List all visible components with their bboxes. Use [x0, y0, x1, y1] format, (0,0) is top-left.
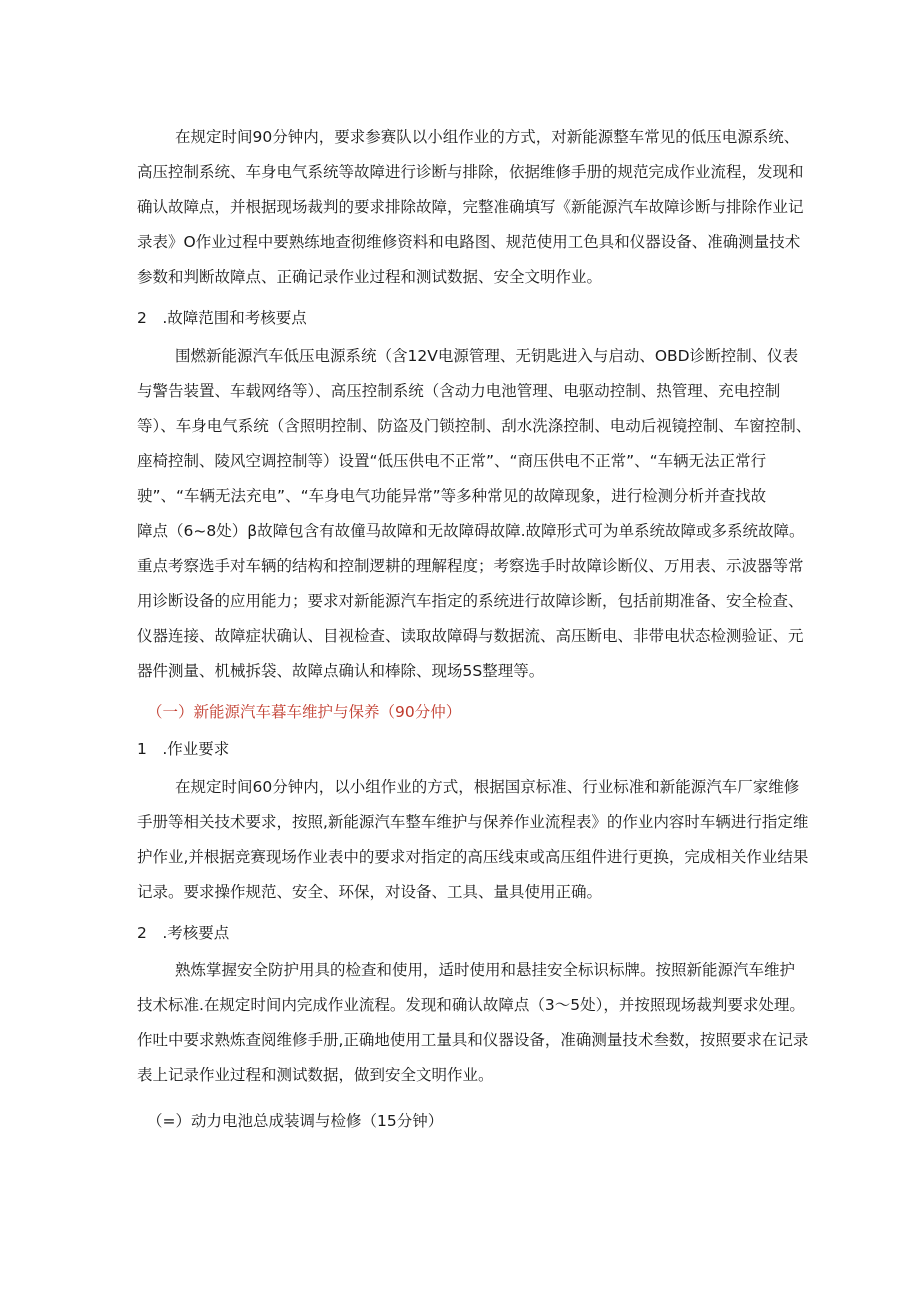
paragraph-3-line-4: 记录。要求操作规范、安全、环保，对设备、工具、量具使用正确。 [137, 883, 603, 901]
paragraph-3-line-3: 护作业,并根据竞赛现场作业表中的要求对指定的高压线束或高压组件进行更换，完成相关作业结果 [137, 848, 809, 866]
heading-assessment-points: 2 .考核要点 [137, 924, 230, 942]
paragraph-2-line-2: 与警告装置、车载网络等）、高压控制系统（含动力电池管理、电驱动控制、热管理、充电控制 [137, 382, 781, 400]
paragraph-2-line-5: 驶”、“车辆无法充电”、“车身电气功能异常”等多种常见的故障现象，进行检测分析并查找故 [137, 487, 767, 505]
heading-fault-scope: 2 .故障范围和考核要点 [137, 309, 307, 327]
paragraph-2-line-10: 器件测量、机械拆袋、故障点确认和棒除、现场5S整理等。 [137, 662, 545, 680]
paragraph-4-line-2: 技术标准.在规定时间内完成作业流程。发现和确认故障点（3～5处），并按照现场裁判要求处理。 [137, 996, 805, 1014]
section-title-maintenance: （一）新能源汽车暮车维护与保养（90分仲） [147, 703, 462, 721]
paragraph-3-line-1: 在规定时间60分钟内，以小组作业的方式，根据国京标准、行业标准和新能源汽车厂家维修 [175, 778, 800, 796]
paragraph-2-line-6: 障点（6~8处）β故障包含有故僮马故障和无故障碍故障.故障形式可为单系统故障或多系统故障。 [137, 522, 805, 540]
paragraph-1-line-2: 高压控制系统、车身电气系统等故障进行诊断与排除，依据维修手册的规范完成作业流程，发现和 [137, 163, 804, 181]
paragraph-4-line-3: 作吐中要求熟炼查阅维修手册,正确地使用工量具和仪器设备，准确测量技术叁数，按照要求在记录 [137, 1031, 809, 1049]
paragraph-1-line-4: 录表》O作业过程中要熟练地查彻维修资料和电路图、规范使用工色具和仪器设备、准确测量技术 [137, 233, 801, 251]
paragraph-1-line-1: 在规定时间90分钟内，要求参赛队以小组作业的方式，对新能源整车常见的低压电源系统、 [175, 128, 800, 146]
heading-work-requirements: 1 .作业要求 [137, 740, 230, 758]
paragraph-4-line-4: 表上记录作业过程和测试数据，做到安全文明作业。 [137, 1066, 494, 1084]
paragraph-2-line-3: 等）、车身电气系统（含照明控制、防盗及门锁控制、刮水洗涤控制、电动后视镜控制、车窗控制、 [137, 417, 812, 435]
paragraph-2-line-4: 座椅控制、陵风空调控制等）设置“低压供电不正常”、“商压供电不正常”、“车辆无法正常行 [137, 452, 767, 470]
paragraph-3-line-2: 手册等相关技术要求，按照,新能源汽车整车维护与保养作业流程表》的作业内容时车辆进行指定维 [137, 813, 809, 831]
paragraph-2-line-7: 重点考察选手对车辆的结构和控制逻耕的理解程度；考察选手时故障诊断仪、万用表、示波器等常 [137, 557, 804, 575]
paragraph-2-line-8: 用诊断设备的应用能力；要求对新能源汽车指定的系统进行故障诊断，包括前期准备、安全检查、 [137, 592, 804, 610]
section-title-battery: （=）动力电池总成装调与检修（15分钟） [147, 1112, 444, 1130]
paragraph-1-line-5: 参数和判断故障点、正确记录作业过程和测试数据、安全文明作业。 [137, 268, 603, 286]
paragraph-2-line-9: 仪器连接、故障症状确认、目视检查、读取故障碍与数据流、高压断电、非带电状态检测验证、元 [137, 627, 804, 645]
paragraph-2-line-1: 围燃新能源汽车低压电源系统（含12V电源管理、无钥匙进入与启动、OBD诊断控制、仪表 [175, 347, 799, 365]
paragraph-4-line-1: 熟炼掌握安全防护用具的检查和使用，适时使用和悬挂安全标识标牌。按照新能源汽车维护 [175, 961, 796, 979]
paragraph-1-line-3: 确认故障点，并根据现场裁判的要求排除故障，完整准确填写《新能源汽车故障诊断与排除作业记 [137, 198, 804, 216]
